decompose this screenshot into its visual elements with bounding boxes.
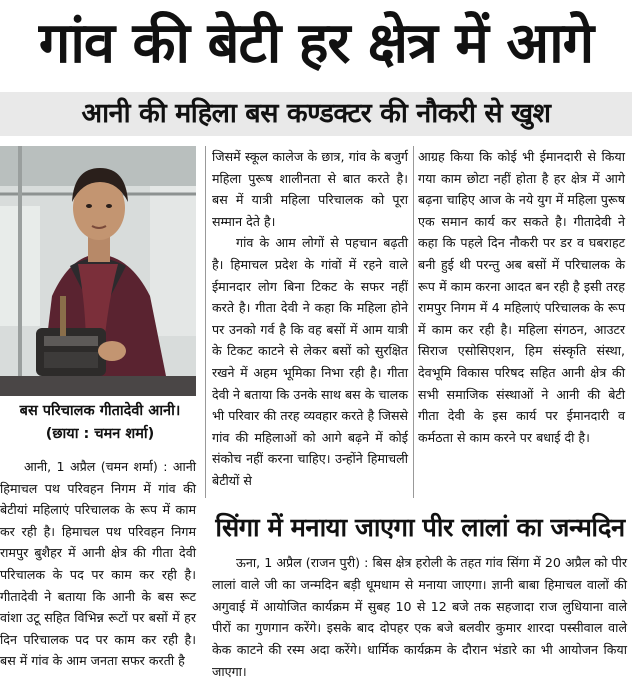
story2-body bbox=[212, 552, 627, 683]
story1-column3 bbox=[418, 146, 625, 448]
column-divider-1 bbox=[205, 146, 206, 498]
column-divider-2 bbox=[413, 146, 414, 498]
main-headline: गांव की बेटी हर क्षेत्र में आगे bbox=[38, 11, 594, 76]
story1-col3-text: आग्रह किया कि कोई भी ईमानदारी से किया गया काम छोटा नहीं होता है हर क्षेत्र में आगे बढ़ना चाहिए आज के नये युग में महिला पुरूष एक समान कार्य कर सकते है। गीतादेवी ने कहा कि पहले दिन नौकरी पर डर व घबराहट बनी हुई थी परन्तु अब बसों में परिचालक के रूप में काम करना आदत बन रही है इसी तरह रामपुर निगम में 4 महिलाएं परिचालक के रूप में काम कर रही है। महिला संगठन, आउटर सिराज एसोसिएशन, हिम संस्कृति संस्था, देवभूमि विकास परिषद सहित आनी क्षेत्र की सभी समाजिक संस्थाओं ने आनी की बेटी गीता देवी के इस कार्य पर ईमानदारी व कर्मठता से काम करने पर बधाई दी है। bbox=[418, 149, 625, 445]
story1-column1 bbox=[0, 456, 196, 672]
photo-caption-line1: बस परिचालक गीतादेवी आनी। bbox=[19, 403, 181, 419]
photo-caption-line2: (छाया : चमन शर्मा) bbox=[45, 426, 155, 442]
story1-col2-para2: गांव के आम लोगों से पहचान बढ़ती है। हिमाचल प्रदेश के गांवों में रहने वाले ईमानदार लोग बिना टिकट के सफर नहीं करते है। गीता देवी ने कहा कि महिला होने पर उनको गर्व है कि वह बसों में आम यात्री के टिकट काटने से लेकर बसों को सुरक्षित रखने में अहम भूमिका निभा रही है। गीता देवी ने बताया कि उनके साथ बस के चालक भी परिवार की तरह व्यवहार करते है जिससे गांव की महिलाओं को आगे बढ़ने में कोई संकोच नहीं करना चाहिए। उन्होंने हिमाचली बेटीयों से bbox=[212, 235, 408, 488]
photo-caption bbox=[0, 400, 200, 446]
conductor-photo-illustration bbox=[0, 146, 196, 396]
conductor-photo bbox=[0, 146, 196, 396]
story2-headline: सिंगा में मनाया जाएगा पीर लालां का जन्मदिन bbox=[215, 513, 625, 543]
subheadline: आनी की महिला बस कण्डक्टर की नौकरी से खुश bbox=[0, 92, 632, 136]
story1-col2-para1: जिसमें स्कूल कालेज के छात्र, गांव के बजुर्ग महिला पुरूष शालीनता से बात करते है। बस में यात्री महिला परिचालक को पूरा सम्मान देते है। bbox=[212, 149, 408, 229]
story1-column2 bbox=[212, 146, 408, 492]
story2-body-text: ऊना, 1 अप्रैल (राजन पुरी) : बिस क्षेत्र हरोली के तहत गांव सिंगा में 20 अप्रैल को पीर लालां वाले जी का जन्मदिन बड़ी धूमधाम से मनाया जाएगा। ज्ञानी बाबा हिमाचल वालों की अगुवाई में आयोजित कार्यक्रम में सुबह 10 से 12 बजे तक सहजादा राज लुधियाना वाले पीरों का गुणगान करेंगे। इसके बाद दोपहर एक बजे बलवीर कुमार शारदा पस्सीवाल वाले केक काटने की रस्म अदा करेंगे। धार्मिक कार्यक्रम के दौरान भंडारे का भी आयोजन किया जाएगा। bbox=[212, 555, 627, 679]
story1-col1-text: आनी, 1 अप्रैल (चमन शर्मा) : आनी हिमाचल पथ परिवहन निगम में गांव की बेटीयां महिलाएं परिचालक के रूप में काम कर रही है। हिमाचल पथ परिवहन निगम रामपुर बुशैहर में आनी क्षेत्र की गीता देवी परिचालक के पद पर काम कर रही है। गीतादेवी ने बताया कि आनी के बस रूट वांशा उटू सहित विभिन्न रूटों पर बसों में हर दिन परिचालक पद पर काम कर रही है। बस में गांव के आम जनता सफर करती है bbox=[0, 459, 196, 669]
